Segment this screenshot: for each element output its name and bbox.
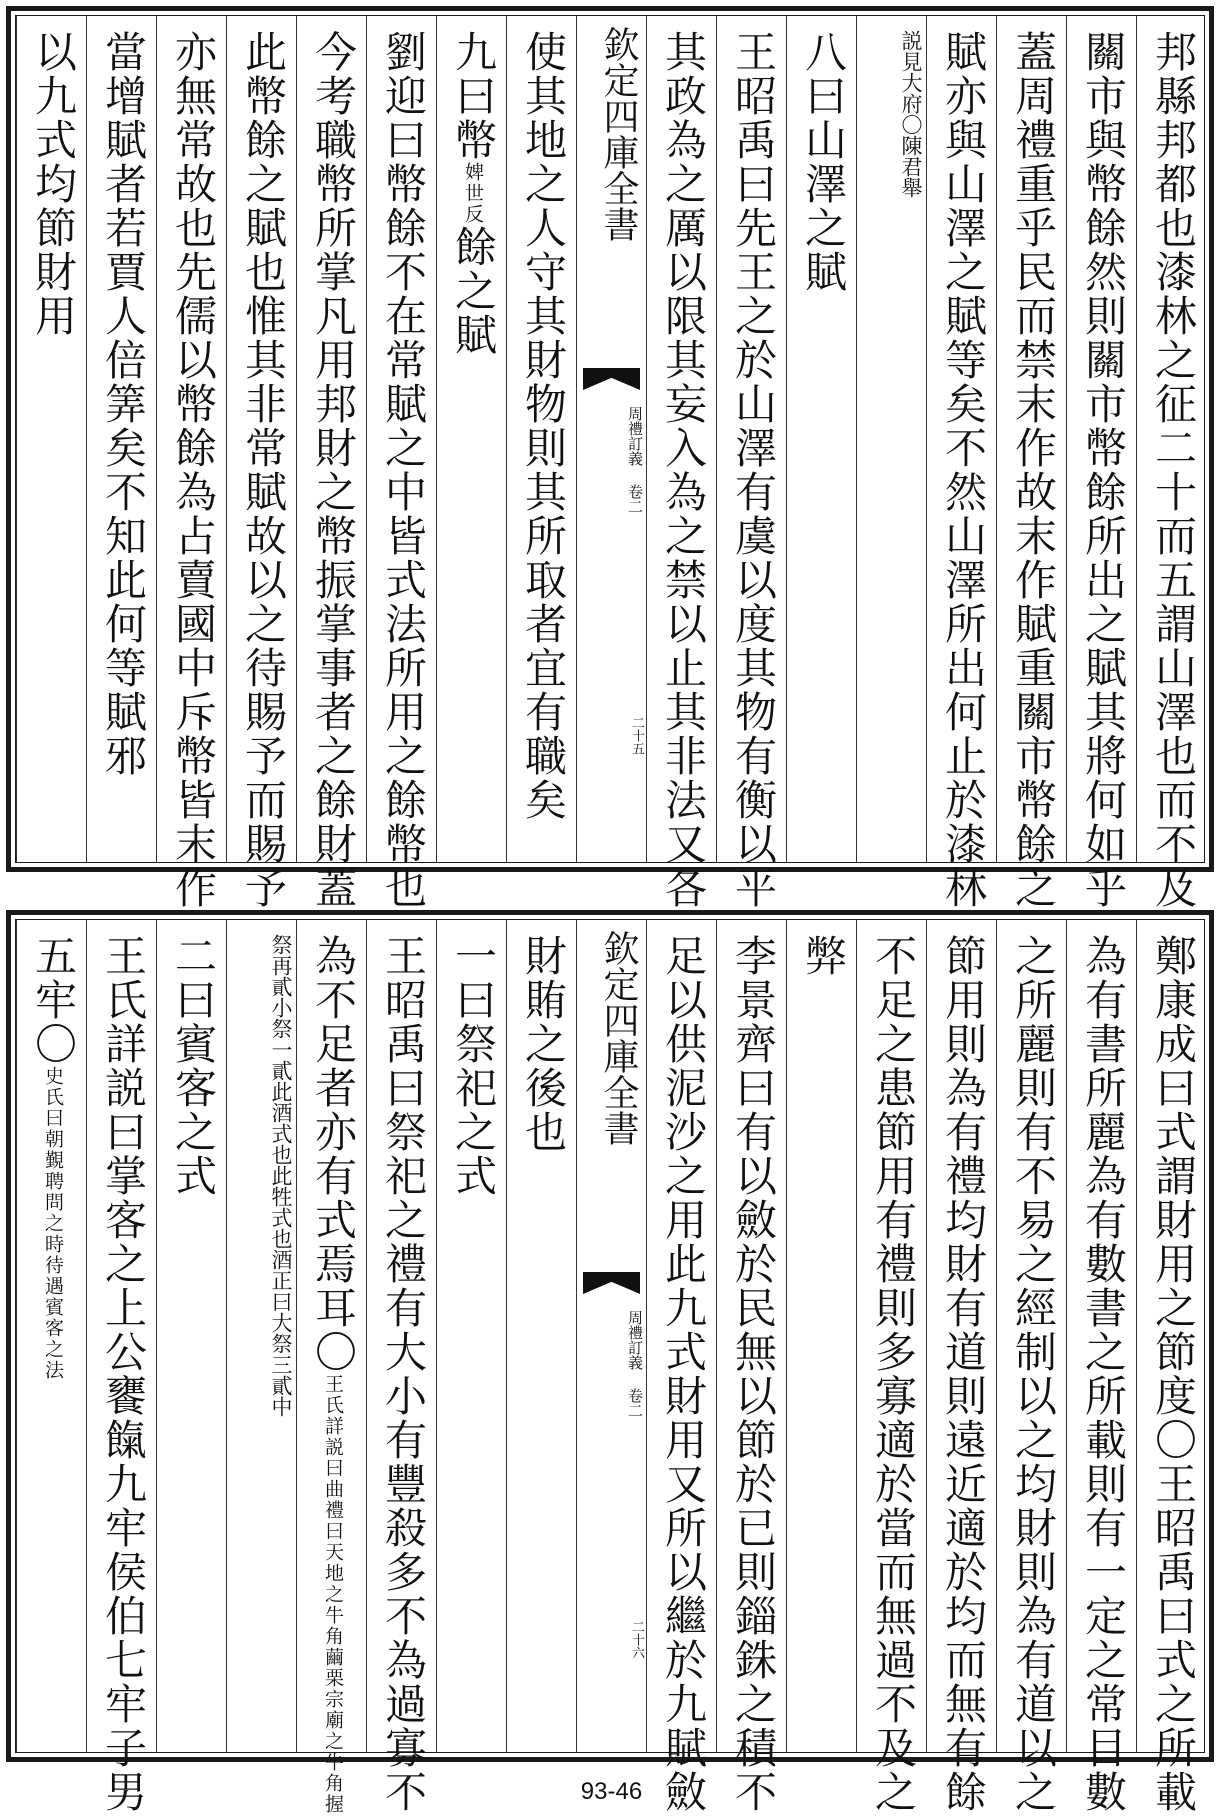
upper-page: [6, 6, 1214, 910]
lower-column-16: [86, 920, 156, 1814]
leaf-number: 二十五: [629, 716, 644, 755]
annotation-line: 此牲式也酒正曰大祭三貳中: [269, 1165, 293, 1417]
column-text: [717, 30, 786, 910]
upper-column-10: [506, 16, 576, 862]
collection-title: 欽定四庫全書: [598, 26, 639, 242]
column-text: [157, 934, 226, 1198]
column-text: [927, 934, 996, 1814]
main-text: 王氏詳説曰掌客之上公饔餼九牢侯伯七牢子男: [99, 934, 148, 1814]
lower-column-3: [996, 920, 1066, 1814]
column-text: [367, 30, 436, 910]
main-text: 賦亦與山澤之賦等矣不然山澤所出何止於漆林: [939, 30, 988, 910]
column-text: [297, 934, 366, 1815]
main-text: 為有書所麗為有數書之所載則有一定之常目數: [1079, 934, 1128, 1814]
main-text: 劉迎曰幣餘不在常賦之中皆式法所用之餘幣也: [379, 30, 428, 910]
main-text: 邦縣邦都也漆林之征二十而五謂山澤也而不及: [1149, 30, 1198, 910]
lower-column-7: [716, 920, 786, 1814]
upper-column-5: [856, 16, 926, 862]
column-text: [997, 934, 1066, 1814]
main-text: 二曰賓客之式: [169, 934, 218, 1198]
upper-column-14: [226, 16, 296, 910]
leaf-number: 二十六: [629, 1620, 644, 1659]
main-text: 一曰祭祀之式: [449, 934, 498, 1198]
column-text: [857, 934, 926, 1814]
column-text: [787, 30, 856, 294]
upper-column-15: [156, 16, 226, 910]
lower-column-10: [506, 920, 576, 1752]
upper-column-17: [16, 16, 86, 862]
upper-column-16: [86, 16, 156, 862]
inline-note: 婢世反: [462, 162, 484, 225]
main-text: 當增賦者若賈人倍筭矣不知此何等賦邪: [99, 30, 148, 778]
column-text: [647, 30, 716, 910]
column-text: [227, 30, 296, 910]
upper-column-12: [366, 16, 436, 910]
column-text: [1137, 934, 1206, 1814]
main-text: 蓋周禮重乎民而禁末作故末作賦重關市幣餘之: [1009, 30, 1058, 910]
fish-tail-mark: [583, 1272, 640, 1294]
annotation-line: 〇陳君舉: [899, 114, 923, 198]
main-text-continued: 餘之賦: [449, 225, 498, 357]
main-text: 財賄之後也: [519, 934, 568, 1154]
column-text: [437, 30, 506, 357]
column-text: [927, 30, 996, 910]
lower-column-13: [296, 920, 366, 1815]
lower-column-15: [156, 920, 226, 1752]
column-text: [717, 934, 786, 1814]
annotation-line: 祭再貳小祭一貳此酒式也: [269, 934, 293, 1165]
annotation-note: [227, 934, 296, 1417]
column-text: [17, 934, 86, 1381]
main-text: 不足之患節用有禮則多寡適於當而無過不及之: [869, 934, 918, 1814]
page-number: 93-46: [580, 1778, 643, 1805]
main-text: 王昭禹曰祭祀之禮有大小有豐殺多不為過寡不: [379, 934, 428, 1814]
main-text: 足以供泥沙之用此九式財用又所以繼於九賦斂: [659, 934, 708, 1814]
book-volume-label: 周禮訂義 卷二: [626, 1310, 644, 1418]
upper-column-4: [926, 16, 996, 910]
column-text: [1067, 30, 1136, 910]
main-text: 為不足者亦有式焉耳〇: [309, 934, 358, 1374]
center-fold-strip: [576, 16, 646, 862]
annotation-line: 説見大府: [899, 30, 923, 114]
column-text: [507, 30, 576, 822]
main-text: 李景齊曰有以斂於民無以節於已則錙銖之積不: [729, 934, 778, 1814]
upper-column-3: [996, 16, 1066, 910]
center-fold-strip: [576, 920, 646, 1752]
lower-column-11: [436, 920, 506, 1752]
lower-column-5: [856, 920, 926, 1814]
column-text: [87, 934, 156, 1814]
column-text: [997, 30, 1066, 910]
main-text: 亦無常故也先儒以幣餘為占賣國中斥幣皆末作: [169, 30, 218, 910]
column-text: [787, 934, 856, 978]
main-text: 今考職幣所掌凡用邦財之幣振掌事者之餘財蓋: [309, 30, 358, 910]
upper-column-13: [296, 16, 366, 910]
main-text: 八曰山澤之賦: [799, 30, 848, 294]
column-text: [1067, 934, 1136, 1814]
annotation-note: [857, 30, 926, 198]
upper-text-frame: [15, 15, 1205, 910]
column-text: [297, 30, 366, 910]
upper-column-6: [786, 16, 856, 862]
lower-column-6: [786, 920, 856, 1752]
main-text: 關市與幣餘然則關市幣餘所出之賦其將何如乎: [1079, 30, 1128, 910]
lower-column-1: [1136, 920, 1206, 1814]
column-text: [437, 934, 506, 1198]
lower-column-8: [646, 920, 716, 1814]
column-text: [647, 934, 716, 1814]
fish-tail-mark: [583, 368, 640, 390]
inline-note: 王氏詳説曰曲禮曰天地之牛角繭栗宗廟之牛角握: [322, 1374, 344, 1815]
main-text: 其政為之厲以限其妄入為之禁以止其非法又各: [659, 30, 708, 910]
collection-title: 欽定四庫全書: [598, 930, 639, 1146]
main-text: 王昭禹曰先王之於山澤有虞以度其物有衡以平: [729, 30, 778, 910]
column-text: [87, 30, 156, 778]
main-text: 鄭康成曰式謂財用之節度〇王昭禹曰式之所載: [1149, 934, 1198, 1814]
upper-column-8: [646, 16, 716, 910]
book-volume-label: 周禮訂義 卷二: [626, 406, 644, 514]
main-text: 五牢〇: [29, 934, 78, 1066]
upper-column-11: [436, 16, 506, 862]
lower-column-12: [366, 920, 436, 1814]
lower-column-14: [226, 920, 296, 1752]
main-text: 之所麗則有不易之經制以之均財則為有道以之: [1009, 934, 1058, 1814]
lower-column-2: [1066, 920, 1136, 1814]
upper-column-1: [1136, 16, 1206, 910]
upper-column-2: [1066, 16, 1136, 910]
main-text: 此幣餘之賦也惟其非常賦故以之待賜予而賜予: [239, 30, 288, 910]
inline-note: 史氏曰朝覲聘問之時待遇賓客之法: [42, 1066, 64, 1381]
lower-column-4: [926, 920, 996, 1814]
main-text: 弊: [799, 934, 848, 978]
column-text: [507, 934, 576, 1154]
main-text: 使其地之人守其財物則其所取者宜有職矣: [519, 30, 568, 822]
main-text: 九曰幣: [449, 30, 498, 162]
upper-column-7: [716, 16, 786, 910]
column-text: [367, 934, 436, 1814]
column-text: [17, 30, 86, 338]
main-text: 以九式均節財用: [29, 30, 78, 338]
column-text: [1137, 30, 1206, 910]
lower-column-17: [16, 920, 86, 1752]
column-text: [157, 30, 226, 910]
main-text: 節用則為有禮均財有道則遠近適於均而無有餘: [939, 934, 988, 1814]
